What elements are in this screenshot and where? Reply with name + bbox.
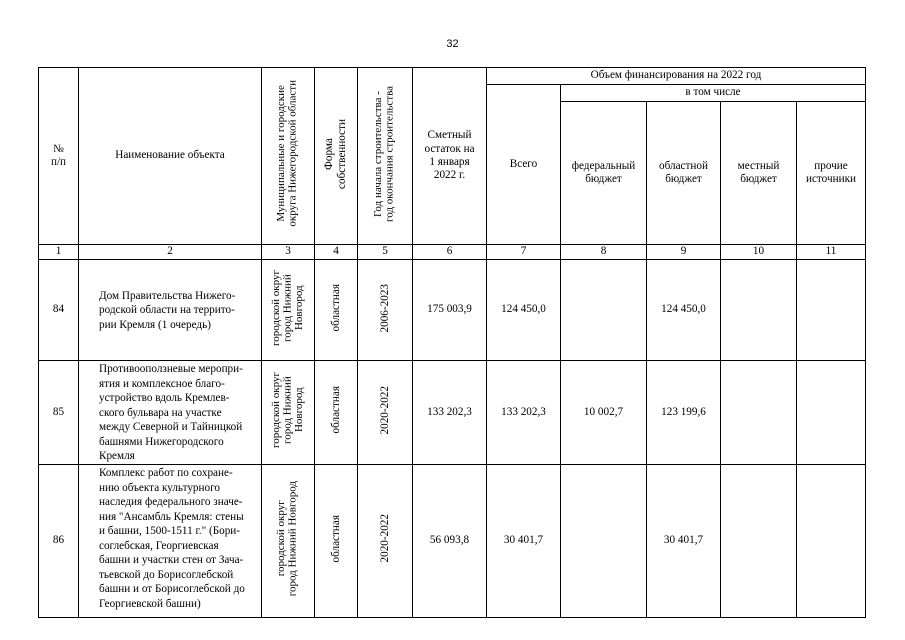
row-other (797, 464, 866, 617)
header-total: Всего (487, 85, 561, 245)
column-number: 7 (487, 245, 561, 260)
header-num: № п/п (39, 68, 79, 245)
row-ownership-cell (315, 464, 358, 617)
row-regional: 124 450,0 (647, 260, 721, 361)
table-row (39, 464, 866, 617)
row-total: 133 202,3 (487, 361, 561, 465)
row-total: 124 450,0 (487, 260, 561, 361)
header-ownership: Форма собственности (323, 118, 348, 189)
row-years: 2006-2023 (378, 283, 391, 333)
column-number: 11 (797, 245, 866, 260)
row-years: 2020-2022 (378, 386, 391, 435)
row-ownership: областная (329, 284, 342, 332)
table-row (39, 260, 866, 361)
row-num: 86 (39, 464, 79, 617)
row-years-cell (358, 361, 413, 465)
header-regional: областной бюджет (647, 102, 721, 245)
header-row-1 (39, 68, 866, 85)
row-total: 30 401,7 (487, 464, 561, 617)
column-number: 10 (721, 245, 797, 260)
header-estimate: Сметный остаток на 1 января 2022 г. (413, 68, 487, 245)
row-other (797, 361, 866, 465)
header-years-cell (358, 68, 413, 245)
row-municipality: городской округ город Нижний Новгород (269, 269, 305, 346)
row-name: Дом Правительства Нижего- родской области на террито- рии Кремля (1 очередь) (79, 260, 262, 361)
column-number: 8 (561, 245, 647, 260)
row-ownership: областная (329, 514, 342, 563)
row-municipality: городской округ город Нижний Новгород (269, 372, 305, 449)
header-funding-group: Объем финансирования на 2022 год (487, 68, 866, 85)
row-name: Комплекс работ по сохране- нию объекта культурного наследия федерального значе- ния "Ансамбль Кремля: стены и башни, 1500-1511 г." (Бори- соглебская, Георгиевская башни и участки стен от Зача- тьевской до Борисоглебской башни и от Борисоглебской до Георгиевской башни) (79, 464, 262, 617)
column-number: 5 (358, 245, 413, 260)
header-municipality: Муниципальные и городские округа Нижегородской области (275, 80, 299, 228)
header-municipality-cell (262, 68, 315, 245)
row-num: 84 (39, 260, 79, 361)
header-name: Наименование объекта (79, 68, 262, 245)
row-regional: 30 401,7 (647, 464, 721, 617)
column-number: 9 (647, 245, 721, 260)
row-years-cell (358, 260, 413, 361)
row-num: 85 (39, 361, 79, 465)
header-other: прочие источники (797, 102, 866, 245)
column-number: 4 (315, 245, 358, 260)
header-including: в том числе (561, 85, 866, 102)
row-federal: 10 002,7 (561, 361, 647, 465)
row-ownership-cell (315, 260, 358, 361)
column-number: 6 (413, 245, 487, 260)
table-row (39, 361, 866, 465)
row-municipality-cell (262, 361, 315, 465)
row-municipality-cell (262, 260, 315, 361)
row-estimate: 56 093,8 (413, 464, 487, 617)
row-years-cell (358, 464, 413, 617)
column-numbers-row (39, 245, 866, 260)
row-federal (561, 464, 647, 617)
row-local (721, 260, 797, 361)
row-federal (561, 260, 647, 361)
row-local (721, 464, 797, 617)
column-number: 1 (39, 245, 79, 260)
column-number: 3 (262, 245, 315, 260)
row-name: Противооползневые меропри- ятия и комплексное благо- устройство вдоль Кремлев- ского бульвара на участке между Северной и Тайницкой башнями Нижегородского Кремля (79, 361, 262, 465)
row-local (721, 361, 797, 465)
header-federal: федеральный бюджет (561, 102, 647, 245)
row-other (797, 260, 866, 361)
row-regional: 123 199,6 (647, 361, 721, 465)
page-number: 32 (446, 38, 459, 50)
row-estimate: 175 003,9 (413, 260, 487, 361)
row-estimate: 133 202,3 (413, 361, 487, 465)
row-ownership-cell (315, 361, 358, 465)
financing-table (38, 67, 866, 618)
header-local: местный бюджет (721, 102, 797, 245)
row-municipality: городской округ город Нижний Новгород (275, 481, 299, 597)
row-ownership: областная (329, 386, 342, 434)
column-number: 2 (79, 245, 262, 260)
header-ownership-cell (315, 68, 358, 245)
row-years: 2020-2022 (378, 514, 391, 563)
header-years: Год начала строительства - год окончания строительства (372, 85, 396, 222)
row-municipality-cell (262, 464, 315, 617)
